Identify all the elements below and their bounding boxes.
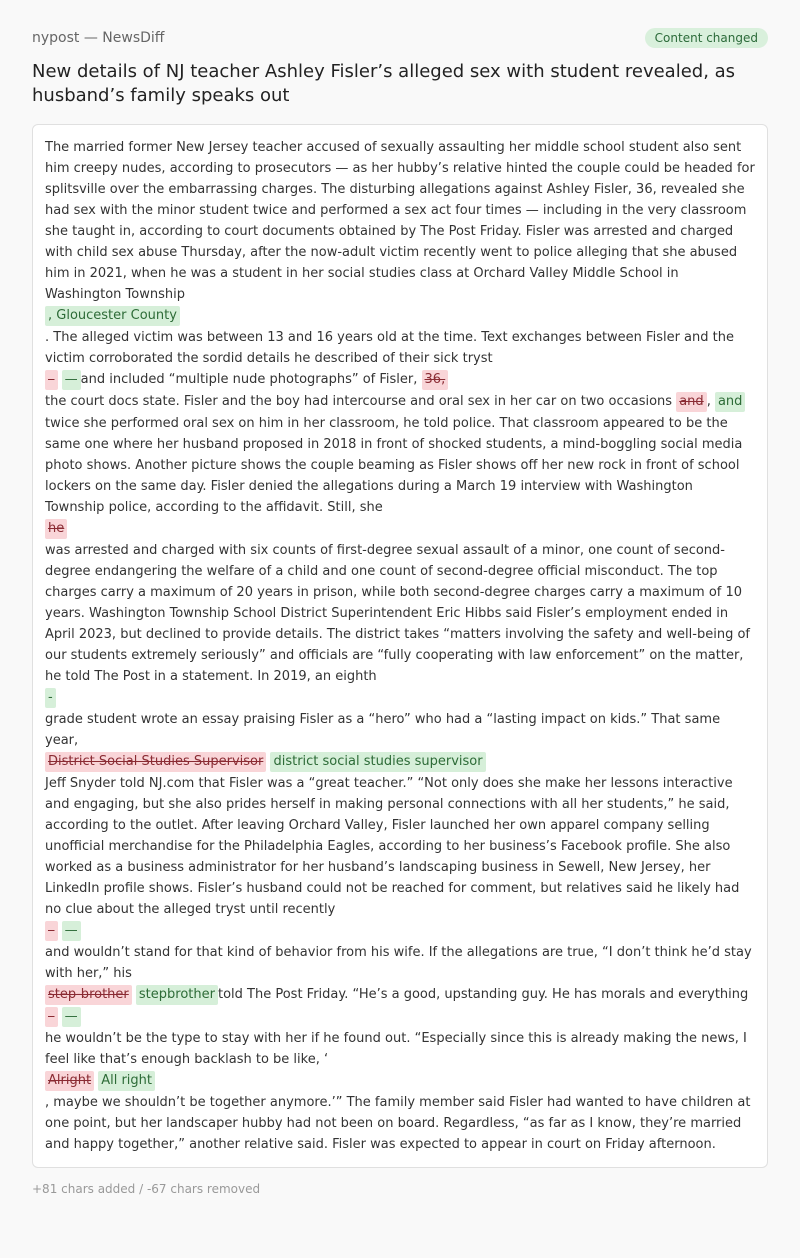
text-segment: The married former New Jersey teacher accused of sexually assaulting her middle school student also sent him creepy nudes, according to prosecutors — as her hubby’s relative hinted the couple could be headed for splitsville over the embarrassing charges. The disturbing allegations against Ashley Fisler, 36, revealed she had sex with the minor student twice and performed a sex act four times — including in the very classroom she taught in, according to court documents obtained by The Post Friday. Fisler was arrested and charged with child sex abuse Thursday, after the now-adult victim recently went to police alleging that she abused him in 2021, when he was a student in her social studies class at Orchard Valley Middle School in Washington Township [45,140,755,302]
text-segment: told The Post Friday. “He’s a good, upstanding guy. He has morals and everything [217,987,749,1002]
top-bar [32,28,768,48]
inserted-text: — [62,370,81,390]
text-segment: grade student wrote an essay praising Fisler as a “hero” who had a “lasting impact on kids.” That same year, [45,712,721,748]
source-label: nypost — NewsDiff [32,30,165,46]
removed-text: – [45,1007,58,1027]
text-segment: , maybe we shouldn’t be together anymore.’” The family member said Fisler had wanted to have children at one point, but her landscaper hubby had not been on board. Regardless, “as far as I know, they’re married and happy together,” another relative said. Fisler was expected to appear in court on Friday afternoon. [45,1095,751,1152]
inserted-text: - [45,688,56,708]
inserted-text: , Gloucester County [45,306,180,326]
removed-text: Alright [45,1071,94,1091]
removed-text: District Social Studies Supervisor [45,752,266,772]
text-segment: the court docs state. Fisler and the boy had intercourse and oral sex in her car on two occasions [45,394,673,409]
inserted-text: — [62,921,81,941]
inserted-text: stepbrother [136,985,218,1005]
removed-text: – [45,370,58,390]
inserted-text: All right [98,1071,155,1091]
diff-stats: +81 chars added / -67 chars removed [32,1182,261,1196]
inserted-text: district social studies supervisor [270,752,485,772]
removed-text: and [676,392,706,412]
text-segment: , [706,394,711,409]
text-segment: and wouldn’t stand for that kind of behavior from his wife. If the allegations are true, “I don’t think he’d stay with her,” his [45,945,752,981]
diff-card [32,124,768,1168]
text-segment: twice she performed oral sex on him in her classroom, he told police. That classroom appeared to be the same one where her husband proposed in 2018 in front of shocked students, a mind-boggling social media photo shows. Another picture shows the couple beaming as Fisler shows off her new rock in front of school lockers on the same day. Fisler denied the allegations during a March 19 interview with Washington Township police, according to the affidavit. Still, she [45,416,743,515]
removed-text: – [45,921,58,941]
article-title: New details of NJ teacher Ashley Fisler’s alleged sex with student revealed, as husband’s family speaks out [32,61,736,106]
text-segment: Jeff Snyder told NJ.com that Fisler was a “great teacher.” “Not only does she make her lessons interactive and engaging, but she also prides herself in making personal connections with all her students,” he said, according to the outlet. After leaving Orchard Valley, Fisler launched her own apparel company selling unofficial merchandise for the Philadelphia Eagles, according to her business’s Facebook profile. She also worked as a business administrator for her husband’s landscaping business in Sewell, New Jersey, her LinkedIn profile shows. Fisler’s husband could not be reached for comment, but relatives said he likely had no clue about the alleged tryst until recently [45,776,740,917]
text-segment: and included “multiple nude photographs” of Fisler, [80,372,418,387]
status-badge: Content changed [645,28,768,48]
text-segment: was arrested and charged with six counts of first-degree sexual assault of a minor, one count of second-degree endangering the welfare of a child and one count of second-degree official misconduct. The top charges carry a maximum of 20 years in prison, while both second-degree charges carry a maximum of 10 years. Washington Township School District Superintendent Eric Hibbs said Fisler’s employment ended in April 2023, but declined to provide details. The district takes “matters involving the safety and well-being of our students extremely seriously” and officials are “fully cooperating with law enforcement” on the matter, he told The Post in a statement. In 2019, an eighth [45,543,750,684]
text-segment: he wouldn’t be the type to stay with her if he found out. “Especially since this is already making the news, I feel like that’s enough backlash to be like, ‘ [45,1031,747,1067]
inserted-text: — [62,1007,81,1027]
removed-text: 36, [422,370,449,390]
text-segment: . The alleged victim was between 13 and 16 years old at the time. Text exchanges between Fisler and the victim corroborated the sordid details he described of their sick tryst [45,330,734,366]
removed-text: step-brother [45,985,132,1005]
inserted-text: and [715,392,745,412]
removed-text: he [45,519,67,539]
